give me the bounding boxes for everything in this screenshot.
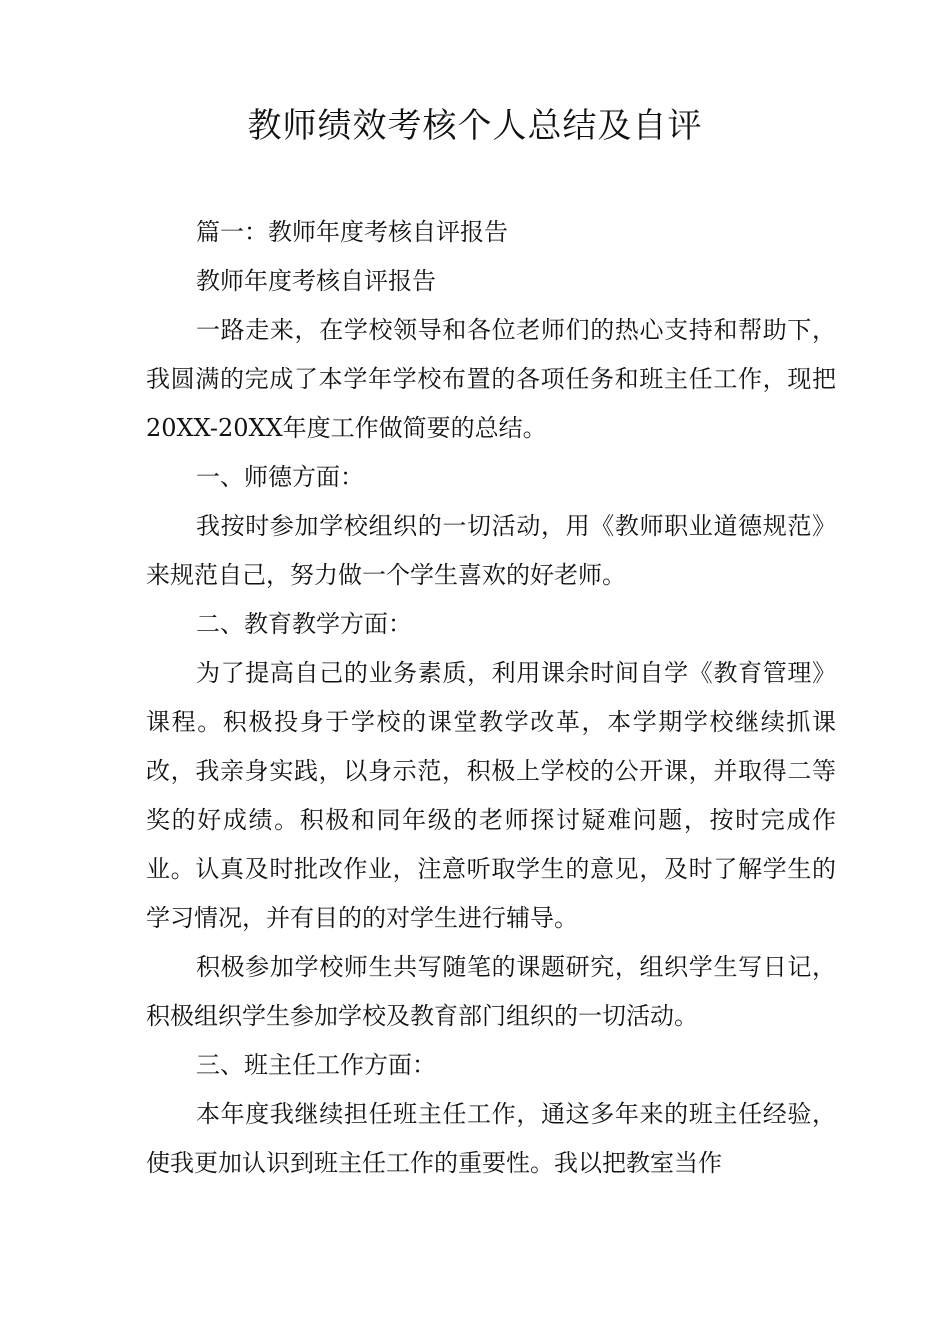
document-title: 教师绩效考核个人总结及自评 xyxy=(247,106,703,146)
paragraph-report-title: 教师年度考核自评报告 xyxy=(196,267,436,295)
paragraph-introduction: 一路走来，在学校领导和各位老师们的热心支持和帮助下，我圆满的完成了本学年学校布置的各项任务和班主任工作，现把20XX-20XX年度工作做简要的总结。 xyxy=(146,316,836,442)
paragraph-teaching: 为了提高自己的业务素质，利用课余时间自学《教育管理》课程。积极投身于学校的课堂教学改革，本学期学校继续抓课改，我亲身实践，以身示范，积极上学校的公开课，并取得二等奖的好成绩。积极和同年级的老师探讨疑难问题，按时完成作业。认真及时批改作业，注意听取学生的意见，及时了解学生的学习情况，并有目的的对学生进行辅导。 xyxy=(146,659,836,932)
section-heading-class-teacher: 三、班主任工作方面： xyxy=(196,1051,436,1079)
paragraph-class-teacher: 本年度我继续担任班主任工作，通这多年来的班主任经验，使我更加认识到班主任工作的重要性。我以把教室当作 xyxy=(146,1100,836,1177)
section-heading-teaching: 二、教育教学方面： xyxy=(196,610,412,638)
paragraph-activities: 积极参加学校师生共写随笔的课题研究，组织学生写日记，积极组织学生参加学校及教育部门组织的一切活动。 xyxy=(146,953,836,1030)
paragraph-heading-part-one: 篇一：教师年度考核自评报告 xyxy=(196,218,508,246)
document-body xyxy=(146,208,836,1188)
paragraph-ethics: 我按时参加学校组织的一切活动，用《教师职业道德规范》来规范自己，努力做一个学生喜欢的好老师。 xyxy=(146,512,836,589)
section-heading-ethics: 一、师德方面： xyxy=(196,463,364,491)
